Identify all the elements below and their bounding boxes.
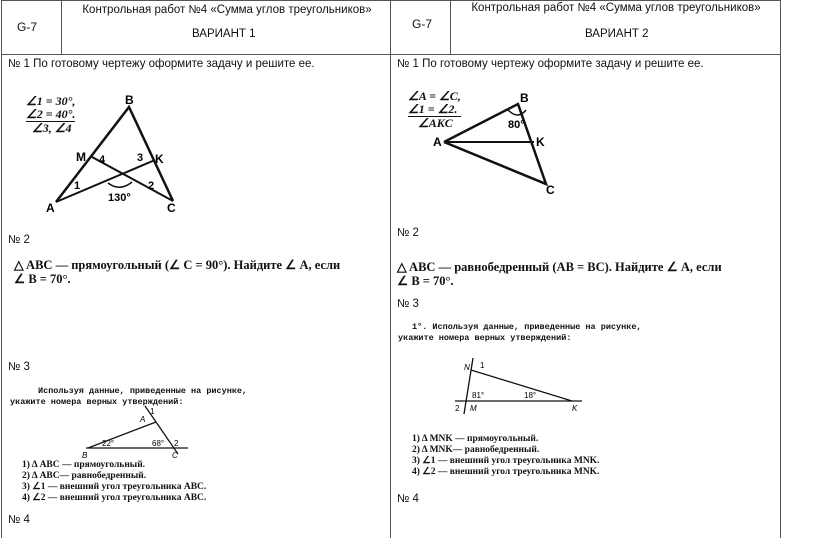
v2-task1-figure	[432, 88, 562, 198]
v2-point-c: C	[546, 183, 555, 197]
v1-point-m: M	[76, 150, 86, 164]
v2-mark-angle: 80°	[508, 119, 525, 131]
v2-task3-figure	[450, 356, 590, 418]
v2-task2-text	[397, 260, 722, 288]
v2-task1-label: № 1 По готовому чертежу оформите задачу и решите ее.	[397, 58, 704, 70]
v1-t3-mark-2: 2	[174, 439, 179, 448]
header-title-right: Контрольная работ №4 «Сумма углов треугольников»	[471, 2, 761, 14]
v1-statement-2: 2) Δ ABC— равнобедренный.	[22, 471, 147, 481]
v2-task3-label: № 3	[397, 298, 419, 310]
v1-t3-angle-68: 68°	[152, 439, 165, 448]
v1-t3-side-ba	[88, 422, 156, 448]
v2-task4-label: № 4	[397, 493, 419, 505]
v2-t3-angle-18: 18°	[524, 391, 537, 400]
v2-given-line-2: ∠1 = ∠2.	[408, 103, 461, 117]
v2-statement-1: 1) Δ MNK — прямоугольный.	[412, 434, 539, 444]
v2-t3-mark-2: 2	[455, 404, 460, 413]
v2-fig-triangle	[444, 104, 546, 184]
v2-t3-point-m: M	[470, 404, 477, 413]
v1-task1-figure	[40, 90, 190, 220]
v2-task3-intro-1: 1°. Используя данные, приведенные на рисунке,	[412, 322, 642, 332]
v2-t3-point-n: N	[464, 363, 470, 372]
v1-task4-label: № 4	[8, 514, 30, 526]
v1-task1-label: № 1 По готовому чертежу оформите задачу и решите ее.	[8, 58, 315, 70]
v1-fig-arc	[108, 182, 132, 187]
v1-t3-mark-1: 1	[150, 407, 155, 416]
v2-task2-label: № 2	[397, 227, 419, 239]
header-code-right: G-7	[412, 17, 433, 31]
v2-t3-point-k: K	[572, 404, 578, 413]
table-border-header	[1, 54, 781, 55]
v2-statement-4: 4) ∠2 — внешний угол треугольника MNK.	[412, 467, 600, 477]
v2-task3-intro-2: укажите номера верных утверждений:	[398, 333, 572, 343]
v1-task2-line-2: ∠ B = 70°.	[14, 272, 71, 286]
v1-task2-label: № 2	[8, 234, 30, 246]
v2-t3-side-nk	[471, 370, 572, 401]
header-code-left: G-7	[17, 20, 38, 34]
table-border-mid	[390, 0, 391, 538]
v2-fig-arc	[508, 110, 526, 115]
v2-statement-2: 2) Δ MNK— равнобедренный.	[412, 445, 540, 455]
table-border-right	[780, 0, 781, 538]
v1-t3-point-b: B	[82, 451, 88, 460]
v1-t3-point-a: A	[140, 415, 146, 424]
v2-point-b: B	[520, 91, 529, 105]
header-title-left: Контрольная работ №4 «Сумма углов треугольников»	[82, 4, 372, 16]
table-border-top	[1, 0, 781, 1]
v1-task3-label: № 3	[8, 361, 30, 373]
v2-task3-intro	[398, 322, 642, 344]
v2-point-k: K	[536, 135, 545, 149]
v1-given-line-2: ∠2 = 40°.	[26, 107, 76, 121]
v1-t3-angle-22: 22°	[102, 439, 115, 448]
table-border-left	[1, 0, 2, 538]
v1-point-a: A	[46, 201, 55, 215]
header-variant-left: ВАРИАНТ 1	[192, 28, 256, 40]
v1-given-line-3: ∠3, ∠4	[32, 121, 72, 135]
v1-statement-3: 3) ∠1 — внешний угол треугольника ABC.	[22, 482, 207, 492]
v1-task2-line-1: △ ABC — прямоугольный (∠ C = 90°). Найдите ∠ A, если	[14, 258, 341, 272]
v2-t3-angle-81: 81°	[472, 391, 485, 400]
v1-mark-angle: 130°	[108, 192, 131, 204]
v1-given-line-1: ∠1 = 30°,	[26, 94, 76, 108]
header-variant-right: ВАРИАНТ 2	[585, 28, 649, 40]
v1-task3-figure	[70, 404, 200, 460]
v1-mark-2: 2	[148, 180, 155, 192]
v1-mark-4: 4	[99, 154, 106, 166]
v1-task2-text	[14, 258, 340, 286]
v2-task2-line-2: ∠ B = 70°.	[397, 274, 454, 288]
v2-point-a: A	[433, 135, 442, 149]
v2-statement-3: 3) ∠1 — внешний угол треугольника MNK.	[412, 456, 600, 466]
v1-task3-statements	[22, 460, 206, 504]
v2-given-line-1: ∠A = ∠C,	[408, 89, 461, 103]
v1-task3-intro-2: укажите номера верных утверждений:	[10, 397, 184, 407]
v2-t3-mark-1: 1	[480, 361, 485, 370]
v1-point-b: B	[125, 93, 134, 107]
v1-task3-intro-1: Используя данные, приведенные на рисунке,	[38, 386, 248, 396]
v2-task3-statements	[412, 434, 599, 478]
v1-t3-point-c: C	[172, 451, 178, 460]
v1-mark-1: 1	[74, 180, 81, 192]
v1-statement-1: 1) Δ ABC — прямоугольный.	[22, 460, 146, 470]
v1-point-k: K	[155, 152, 164, 166]
v1-statement-4: 4) ∠2 — внешний угол треугольника ABC.	[22, 493, 207, 503]
v2-given-line-3: ∠AKC	[418, 116, 453, 130]
v1-mark-3: 3	[137, 152, 144, 164]
v1-point-c: C	[167, 201, 176, 215]
v2-task2-line-1: △ ABC — равнобедренный (AB = BC). Найдите ∠ A, если	[397, 260, 722, 274]
